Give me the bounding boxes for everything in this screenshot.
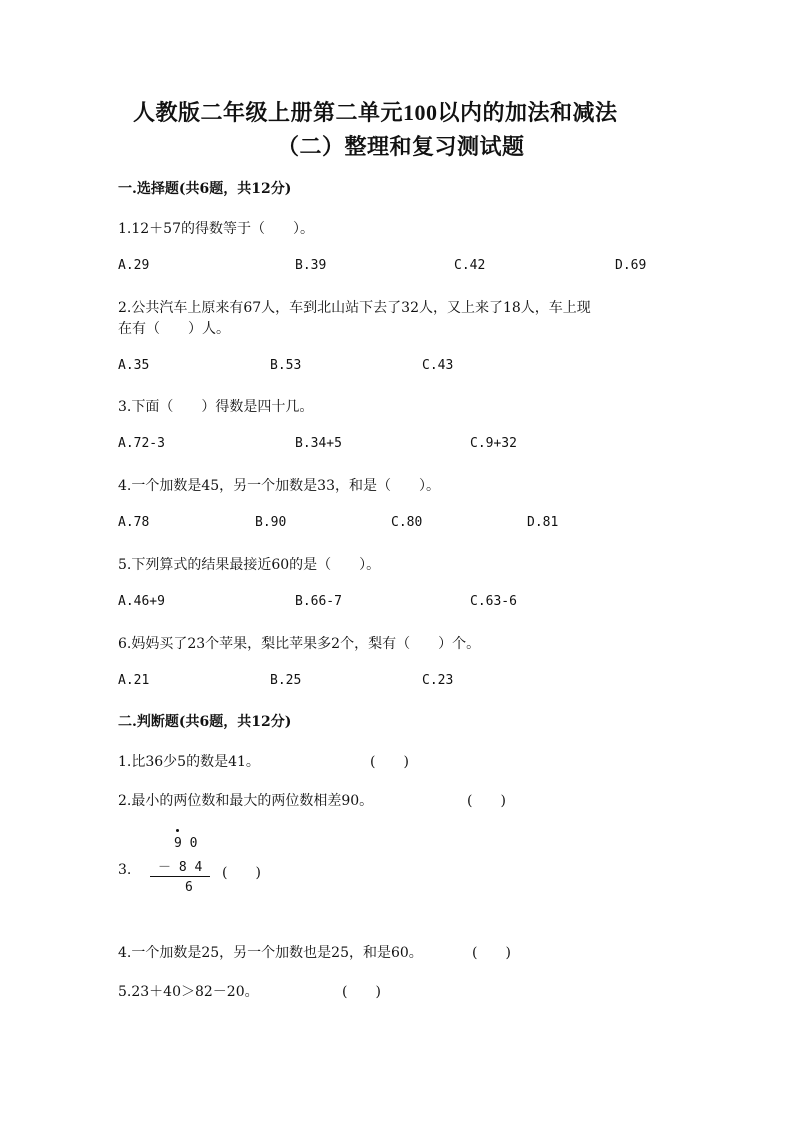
option-1d: D.69	[615, 258, 647, 273]
judgment-5: 5.23＋40＞82－20。	[118, 984, 259, 1000]
option-3a: A.72-3	[118, 436, 165, 451]
option-4a: A.78	[118, 515, 150, 530]
option-2c: C.43	[422, 358, 454, 373]
judgment-4-blank: ( )	[472, 945, 511, 961]
section-heading-choice: 一.选择题(共6题，共12分)	[118, 181, 292, 197]
option-2b: B.53	[270, 358, 302, 373]
judgment-1-blank: ( )	[370, 754, 409, 770]
option-2a: A.35	[118, 358, 150, 373]
question-3: 3.下面（ ）得数是四十几。	[118, 399, 314, 415]
option-3b: B.34+5	[295, 436, 342, 451]
option-6a: A.21	[118, 673, 150, 688]
option-4d: D.81	[527, 515, 559, 530]
question-6: 6.妈妈买了23个苹果，梨比苹果多2个，梨有（ ）个。	[118, 636, 481, 652]
vertical-top-number: 9 0	[174, 836, 198, 851]
option-5c: C.63-6	[470, 594, 517, 609]
judgment-3: 3.	[118, 862, 132, 878]
question-2-cont: 在有（ ）人。	[118, 321, 230, 337]
page-title-line2: （二）整理和复习测试题	[277, 134, 525, 159]
option-3c: C.9+32	[470, 436, 517, 451]
option-1c: C.42	[454, 258, 486, 273]
judgment-4: 4.一个加数是25，另一个加数也是25，和是60。	[118, 945, 423, 961]
option-6b: B.25	[270, 673, 302, 688]
vertical-result: 6	[185, 880, 193, 895]
option-5b: B.66-7	[295, 594, 342, 609]
option-1b: B.39	[295, 258, 327, 273]
judgment-3-blank: ( )	[222, 865, 261, 881]
page-title-line1: 人教版二年级上册第二单元100以内的加法和减法	[133, 100, 618, 125]
option-1a: A.29	[118, 258, 150, 273]
judgment-2: 2.最小的两位数和最大的两位数相差90。	[118, 793, 374, 809]
judgment-2-blank: ( )	[467, 793, 506, 809]
vertical-line	[150, 876, 210, 877]
option-4b: B.90	[255, 515, 287, 530]
option-6c: C.23	[422, 673, 454, 688]
question-1: 1.12＋57的得数等于（ ）。	[118, 221, 314, 237]
judgment-5-blank: ( )	[342, 984, 381, 1000]
option-5a: A.46+9	[118, 594, 165, 609]
judgment-1: 1.比36少5的数是41。	[118, 754, 260, 770]
borrow-dot	[176, 829, 179, 832]
question-2: 2.公共汽车上原来有67人，车到北山站下去了32人，又上来了18人，车上现	[118, 300, 591, 316]
question-4: 4.一个加数是45，另一个加数是33，和是（ ）。	[118, 478, 440, 494]
option-4c: C.80	[391, 515, 423, 530]
section-heading-judgment: 二.判断题(共6题，共12分)	[118, 714, 292, 730]
question-5: 5.下列算式的结果最接近60的是（ ）。	[118, 557, 381, 573]
vertical-second-number: － 8 4	[158, 860, 203, 875]
